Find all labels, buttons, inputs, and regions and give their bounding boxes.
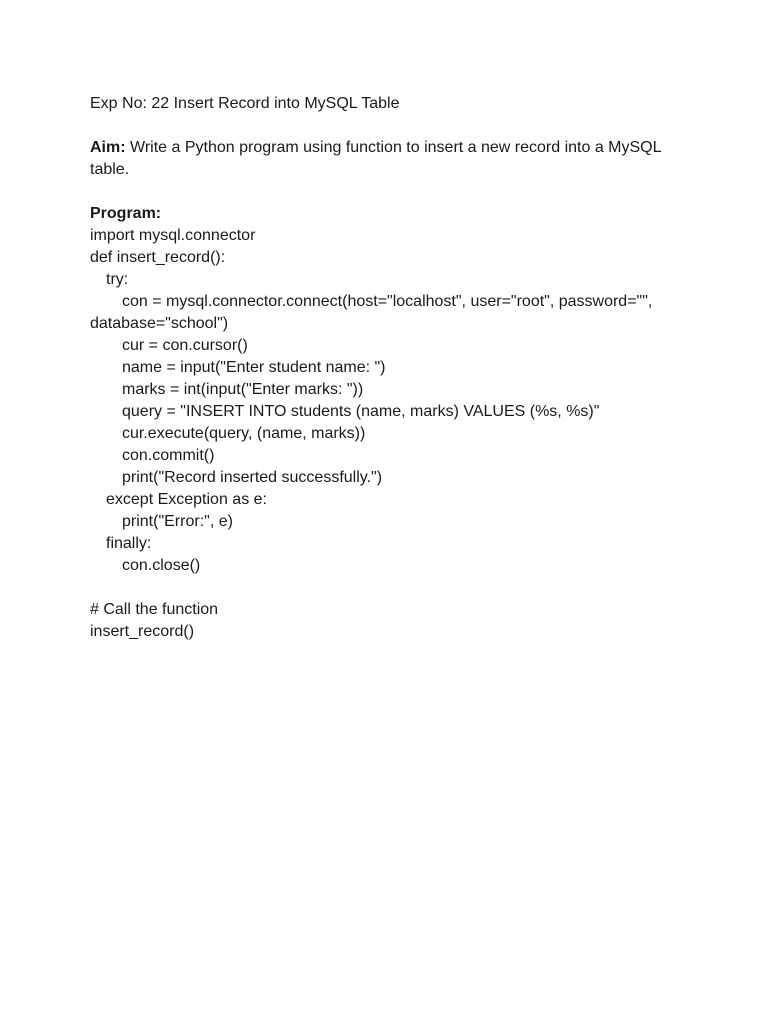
aim-text-continued: table. (90, 161, 130, 178)
code-line: print("Error:", e) (122, 513, 233, 530)
aim-text: Write a Python program using function to insert a new record into a MySQL (125, 139, 662, 156)
program-label: Program: (90, 205, 162, 222)
code-line: con.close() (122, 557, 201, 574)
code-line: print("Record inserted successfully.") (122, 469, 383, 486)
aim-paragraph (90, 137, 690, 159)
code-line: database="school") (90, 315, 229, 332)
spacer (90, 181, 690, 203)
document-title: Exp No: 22 Insert Record into MySQL Table (90, 95, 400, 112)
code-line: con = mysql.connector.connect(host="localhost", user="root", password="", (122, 293, 653, 310)
code-line: marks = int(input("Enter marks: ")) (122, 381, 364, 398)
code-line: name = input("Enter student name: ") (122, 359, 386, 376)
aim-label: Aim: (90, 139, 126, 156)
code-comment: # Call the function (90, 601, 219, 618)
code-line: query = "INSERT INTO students (name, marks) VALUES (%s, %s)" (122, 403, 600, 420)
code-line: cur.execute(query, (name, marks)) (122, 425, 366, 442)
code-block (90, 225, 690, 643)
spacer (90, 577, 690, 599)
code-line: insert_record() (90, 623, 195, 640)
document-body (90, 93, 690, 643)
code-line: def insert_record(): (90, 249, 226, 266)
code-line: cur = con.cursor() (122, 337, 248, 354)
code-line: finally: (106, 535, 152, 552)
spacer (90, 115, 690, 137)
code-line: import mysql.connector (90, 227, 256, 244)
code-line: try: (106, 271, 129, 288)
code-line: except Exception as e: (106, 491, 267, 508)
code-line: con.commit() (122, 447, 215, 464)
